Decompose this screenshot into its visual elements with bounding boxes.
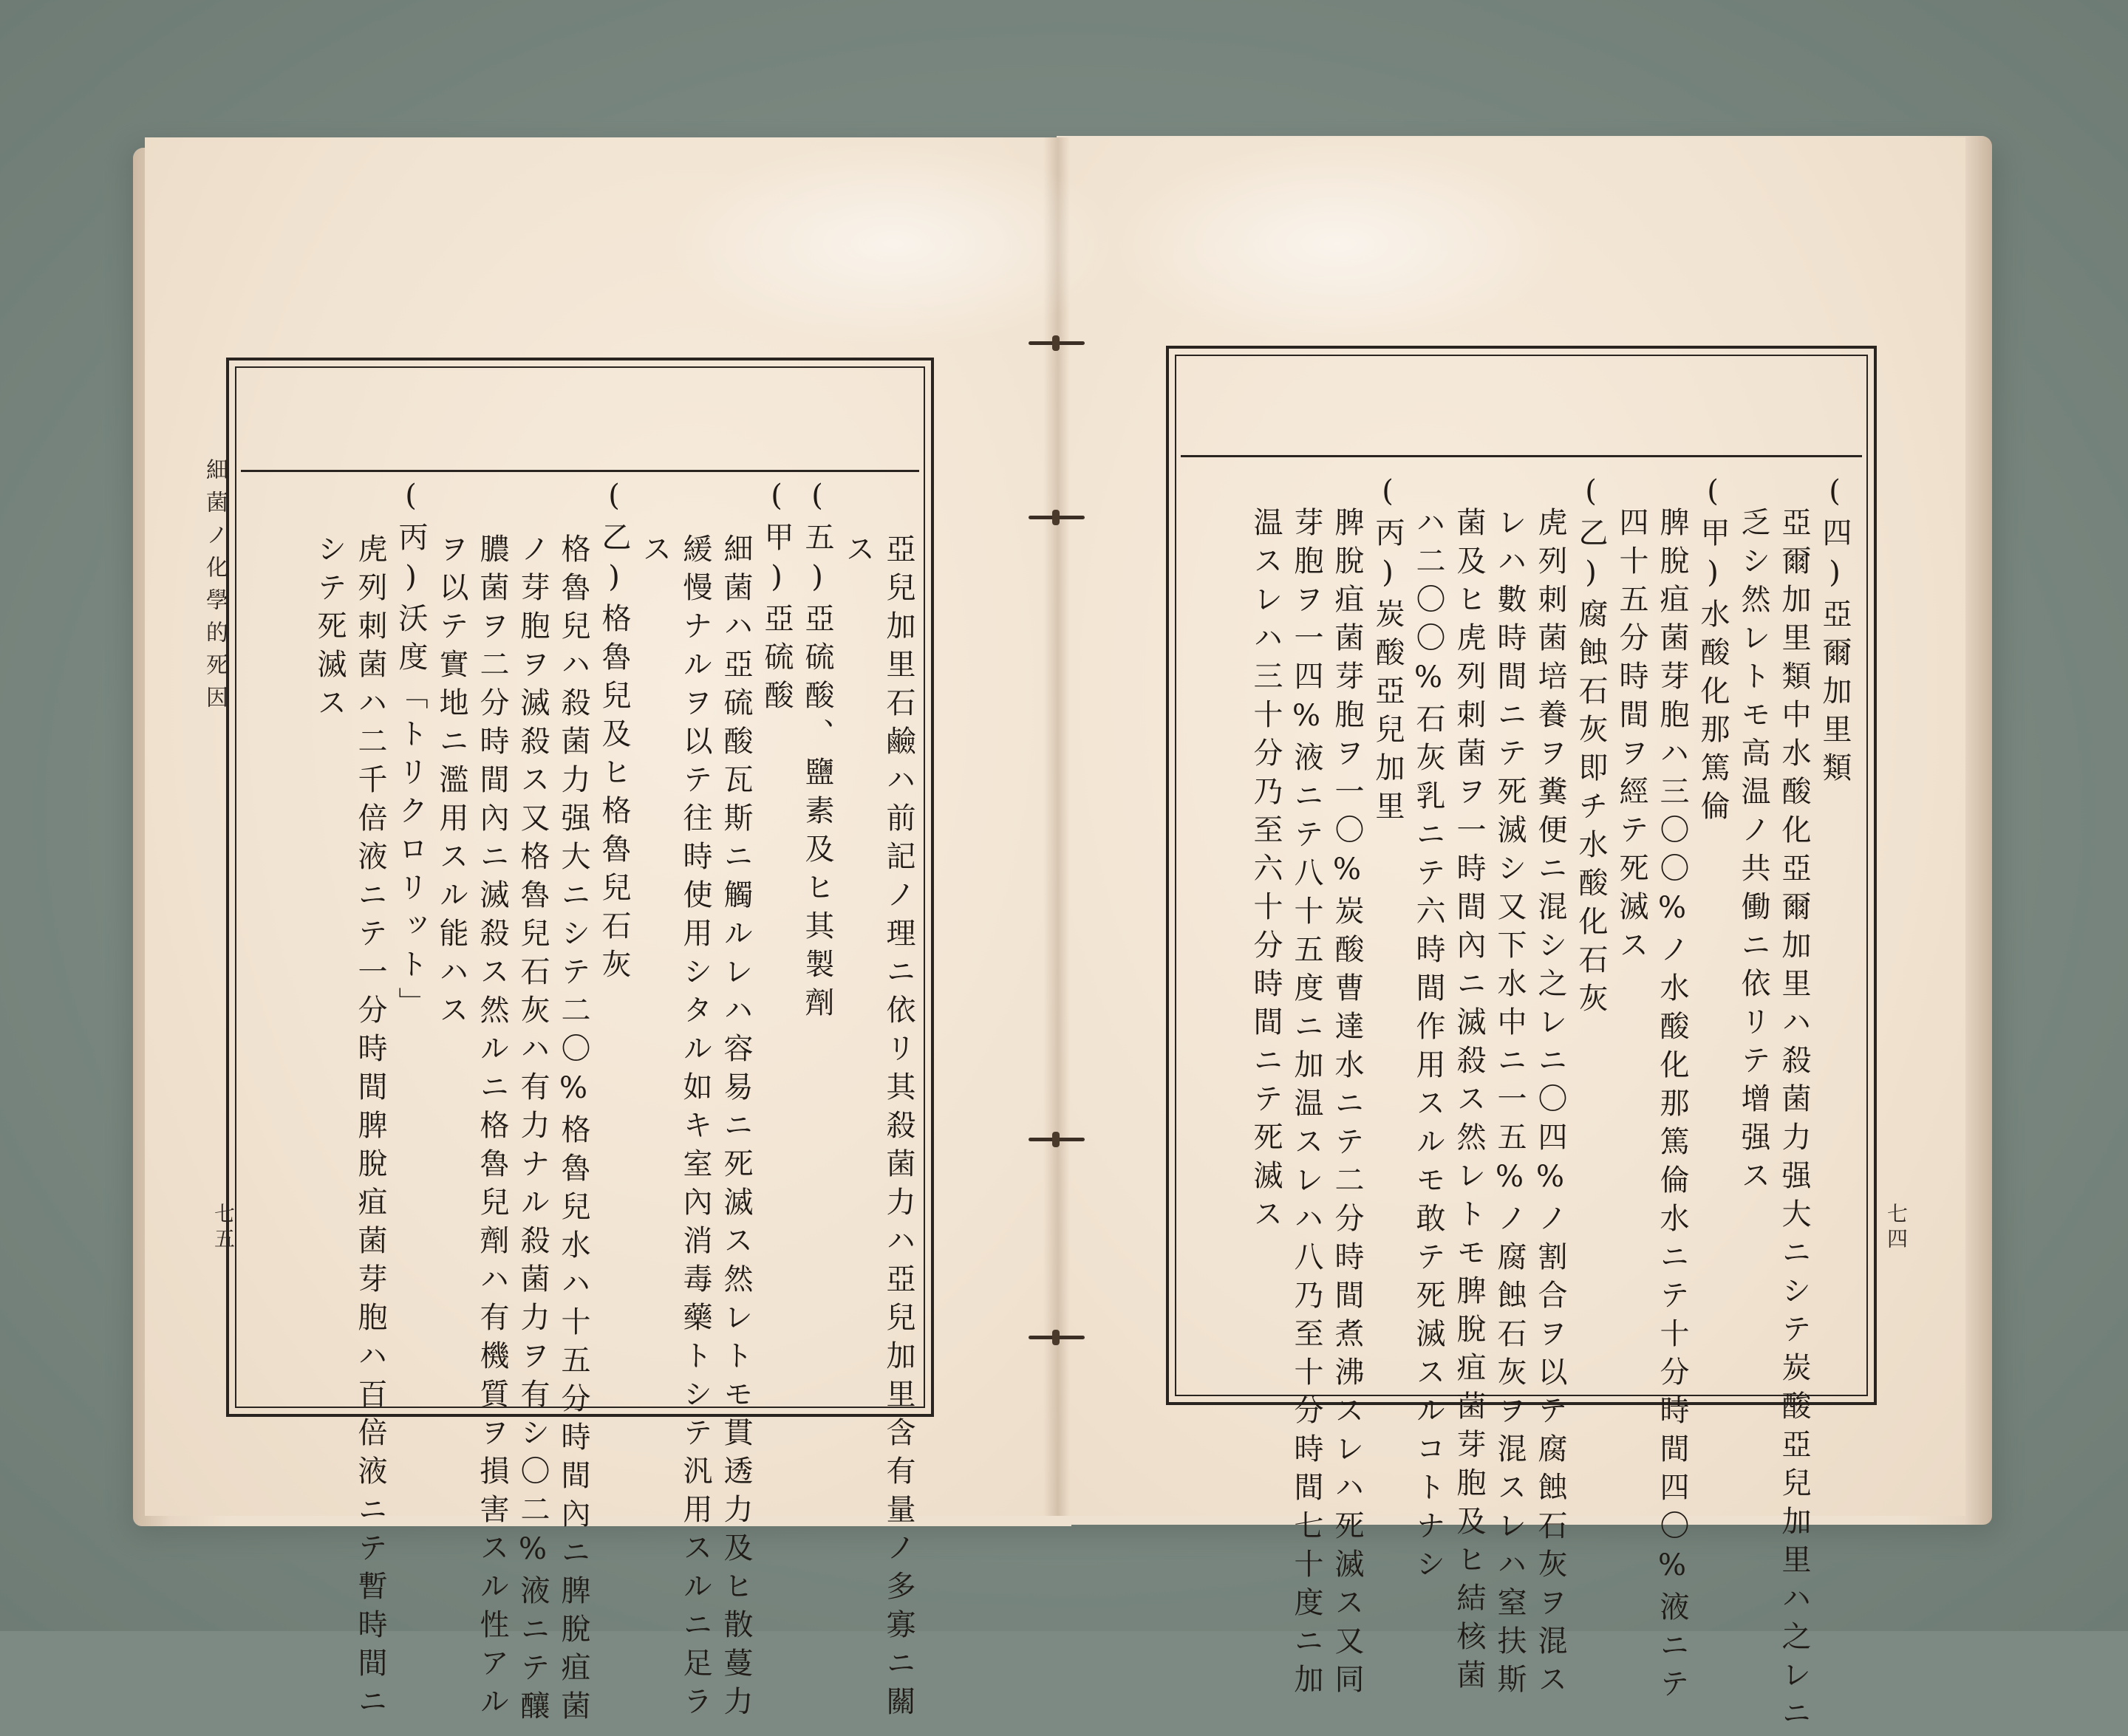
text-column: 菌及ヒ虎列刺菌ヲ一時間內ニ滅殺ス然レトモ脾脫疽菌芽胞及ヒ結核菌 bbox=[1452, 507, 1486, 1698]
paper-stain bbox=[1108, 140, 1566, 347]
text-column: ノ芽胞ヲ滅殺ス又格魯兒石灰ハ有力ナル殺菌力ヲ有シ〇二%液ニテ釀 bbox=[516, 533, 550, 1729]
text-column: (四)亞爾加里類 bbox=[1818, 474, 1852, 790]
text-column: (乙)腐蝕石灰即チ水酸化石灰 bbox=[1574, 474, 1608, 1021]
text-column: (甲)水酸化那篤倫 bbox=[1696, 474, 1730, 829]
text-column: 緩慢ナルヲ以テ往時使用シタル如キ室內消毒藥トシテ汎用スルニ足ラ bbox=[678, 533, 712, 1724]
text-column: 脾脫疽菌芽胞ハ三〇〇%ノ水酸化那篤倫水ニテ十分時間四〇%液ニテ bbox=[1655, 507, 1689, 1706]
left-header-rule bbox=[241, 470, 919, 472]
text-column: ヲ以テ實地ニ濫用スル能ハス bbox=[434, 533, 468, 1033]
text-column: (五)亞硫酸、鹽素及ヒ其製劑 bbox=[800, 479, 834, 1025]
text-column: (甲)亞硫酸 bbox=[760, 479, 794, 718]
text-column: ハ二〇〇%石灰乳ニテ六時間作用スルモ敢テ死滅スルコトナシ bbox=[1411, 507, 1445, 1587]
text-column: 脾脫疽菌芽胞ヲ一〇%炭酸曹達水ニテ二分時間煮沸スレハ死滅ス又同 bbox=[1330, 507, 1364, 1702]
page-number-right: 七四 bbox=[1884, 1203, 1909, 1253]
text-column: 乏シ然レトモ高温ノ共働ニ依リテ增强ス bbox=[1736, 507, 1770, 1198]
text-column: 格魯兒ハ殺菌力强大ニシテ二〇%格魯兒水ハ十五分時間內ニ脾脫疽菌 bbox=[556, 533, 590, 1729]
text-column: 温スレハ三十分乃至六十分時間ニテ死滅ス bbox=[1249, 507, 1283, 1237]
text-column: (丙)炭酸亞兒加里 bbox=[1371, 474, 1405, 829]
text-column: ス bbox=[638, 533, 672, 572]
paper-stain bbox=[665, 140, 1123, 347]
page-number-left: 七五 bbox=[211, 1203, 236, 1253]
running-head: 細菌ノ化學的死因 bbox=[202, 458, 228, 718]
text-column: 芽胞ヲ一四%液ニテ八十五度ニ加温スレハ八乃至十分時間七十度ニ加 bbox=[1289, 507, 1323, 1702]
text-column: ス bbox=[841, 533, 875, 572]
binding-stitch bbox=[1029, 1138, 1085, 1141]
binding-stitch bbox=[1029, 1336, 1085, 1339]
binding-stitch bbox=[1029, 516, 1085, 519]
text-column: 細菌ハ亞硫酸瓦斯ニ觸ルレハ容易ニ死滅ス然レトモ貫透力及ヒ散蔓力 bbox=[719, 533, 753, 1724]
right-header-rule bbox=[1181, 455, 1862, 457]
text-column: (乙)格魯兒及ヒ格魯兒石灰 bbox=[597, 479, 631, 987]
text-column: (丙)沃度「トリクロリット」 bbox=[394, 479, 428, 1025]
text-column: 亞兒加里石鹼ハ前記ノ理ニ依リ其殺菌力ハ亞兒加里含有量ノ多寡ニ關 bbox=[881, 533, 915, 1724]
binding-stitch bbox=[1029, 341, 1085, 345]
text-column: 亞爾加里類中水酸化亞爾加里ハ殺菌力强大ニシテ炭酸亞兒加里ハ之レニ bbox=[1777, 507, 1811, 1736]
text-column: 虎列刺菌ハ二千倍液ニテ一分時間脾脫疽菌芽胞ハ百倍液ニテ暫時間ニ bbox=[353, 533, 387, 1724]
text-column: シテ死滅ス bbox=[313, 533, 347, 725]
text-column: レハ數時間ニテ死滅シ又下水中ニ一五%ノ腐蝕石灰ヲ混スレハ窒扶斯 bbox=[1493, 507, 1527, 1702]
text-column: 膿菌ヲ二分時間內ニ滅殺ス然ルニ格魯兒劑ハ有機質ヲ損害スル性アル bbox=[475, 533, 509, 1724]
text-column: 虎列刺菌培養ヲ糞便ニ混シ之レニ〇四%ノ割合ヲ以テ腐蝕石灰ヲ混ス bbox=[1533, 507, 1567, 1702]
text-column: 四十五分時間ヲ經テ死滅ス bbox=[1614, 507, 1648, 968]
